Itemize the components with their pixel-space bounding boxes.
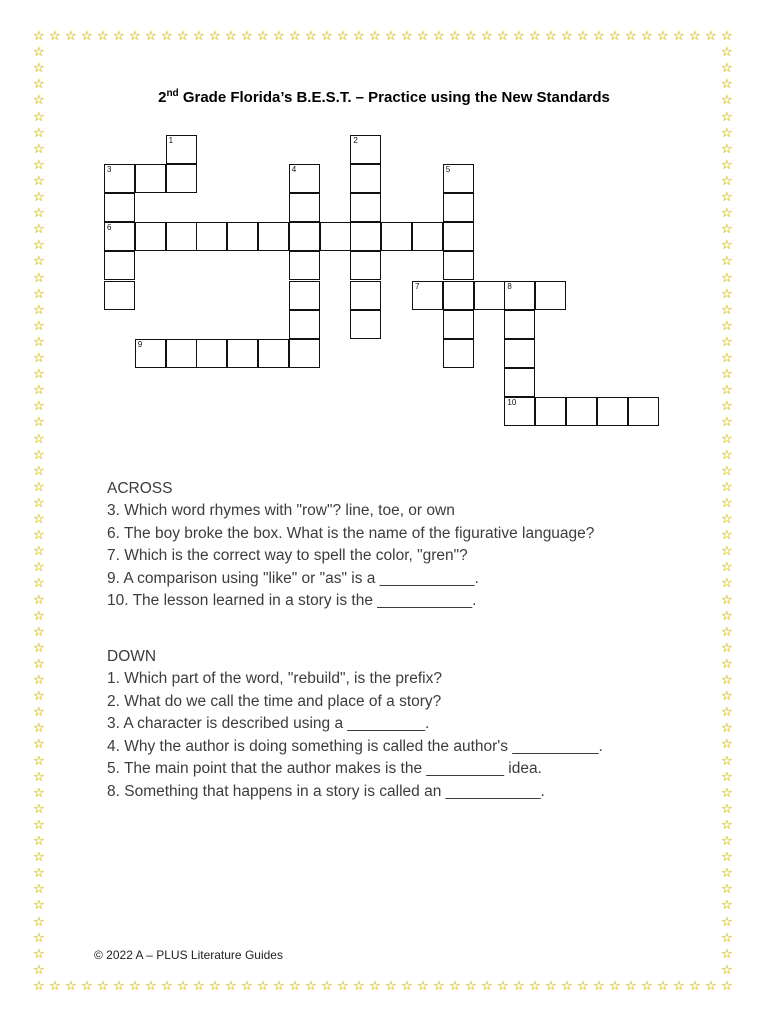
clue-number: 2 (353, 136, 358, 145)
border-star-icon: ☆ (273, 29, 285, 44)
border-star-icon: ☆ (481, 979, 493, 994)
border-star-icon: ☆ (33, 399, 45, 415)
crossword-cell[interactable] (289, 164, 320, 193)
border-star-icon: ☆ (33, 866, 45, 882)
down-clue: 1. Which part of the word, "rebuild", is the prefix? (107, 670, 442, 687)
clue-number: 6 (107, 223, 112, 233)
crossword-cell[interactable] (443, 222, 474, 251)
across-clues (107, 480, 667, 615)
border-star-icon: ☆ (721, 689, 733, 705)
border-star-icon: ☆ (721, 206, 733, 222)
border-star-icon: ☆ (721, 77, 733, 93)
border-star-icon: ☆ (241, 979, 253, 994)
border-star-icon: ☆ (353, 979, 365, 994)
border-star-icon: ☆ (721, 222, 733, 238)
border-star-icon: ☆ (721, 608, 733, 624)
border-star-icon: ☆ (33, 898, 45, 914)
border-star-icon: ☆ (721, 447, 733, 463)
border-star-icon: ☆ (49, 979, 61, 994)
across-clue: 6. The boy broke the box. What is the name of the figurative language? (107, 524, 595, 542)
crossword-cell[interactable] (196, 222, 227, 251)
border-star-icon: ☆ (177, 29, 189, 44)
crossword-cell[interactable] (350, 222, 381, 251)
border-star-icon: ☆ (33, 302, 45, 318)
border-star-icon: ☆ (721, 528, 733, 544)
crossword-cell[interactable] (104, 222, 135, 251)
border-star-icon: ☆ (33, 157, 45, 173)
crossword-cell[interactable] (227, 222, 258, 251)
border-star-icon: ☆ (33, 640, 45, 656)
title-ordinal-suffix: nd (166, 88, 179, 99)
across-clue: 7. Which is the correct way to spell the color, "gren"? (107, 547, 468, 564)
crossword-cell[interactable] (289, 310, 320, 339)
crossword-cell[interactable] (628, 397, 659, 426)
border-star-icon: ☆ (721, 817, 733, 833)
border-star-icon: ☆ (305, 29, 317, 44)
border-star-icon: ☆ (705, 979, 717, 994)
clue-number: 9 (137, 339, 143, 349)
border-star-icon: ☆ (97, 29, 109, 44)
border-star-icon: ☆ (33, 125, 45, 141)
border-star-icon: ☆ (225, 29, 237, 44)
border-star-icon: ☆ (129, 29, 141, 44)
border-star-icon: ☆ (641, 29, 653, 44)
border-star-icon: ☆ (721, 463, 733, 479)
border-star-icon: ☆ (449, 29, 461, 44)
across-clue: 3. Which word rhymes with "row"? line, toe, or own (107, 502, 455, 519)
crossword-cell[interactable] (535, 397, 566, 426)
border-star-icon: ☆ (721, 157, 733, 173)
crossword-cell[interactable] (320, 222, 351, 251)
border-star-icon: ☆ (33, 544, 45, 560)
border-star-icon: ☆ (721, 141, 733, 157)
border-star-icon: ☆ (721, 238, 733, 254)
crossword-cell[interactable] (135, 222, 166, 251)
border-star-icon: ☆ (65, 29, 77, 44)
border-star-icon: ☆ (721, 415, 733, 431)
border-star-icon: ☆ (33, 173, 45, 189)
border-star-icon: ☆ (33, 206, 45, 222)
border-star-icon: ☆ (721, 270, 733, 286)
border-star-icon: ☆ (33, 495, 45, 511)
crossword-cell[interactable] (504, 339, 535, 368)
crossword-cell[interactable] (135, 339, 166, 368)
border-star-icon: ☆ (385, 979, 397, 994)
crossword-cell[interactable] (504, 397, 535, 426)
across-clue: 9. A comparison using "like" or "as" is a ___________. (107, 569, 479, 587)
border-star-icon: ☆ (657, 979, 669, 994)
border-star-icon: ☆ (721, 351, 733, 366)
border-star-icon: ☆ (721, 190, 733, 205)
border-star-icon: ☆ (721, 834, 733, 849)
border-star-icon: ☆ (33, 318, 45, 334)
border-star-icon: ☆ (545, 29, 557, 44)
border-star-icon: ☆ (465, 979, 477, 994)
border-star-icon: ☆ (289, 29, 301, 44)
border-star-icon: ☆ (721, 560, 733, 576)
border-star-icon: ☆ (417, 979, 429, 994)
border-star-icon: ☆ (33, 334, 45, 350)
border-star-icon: ☆ (33, 61, 45, 77)
crossword-cell[interactable] (350, 310, 381, 339)
border-star-icon: ☆ (289, 979, 301, 994)
border-star-icon: ☆ (721, 882, 733, 898)
border-star-icon: ☆ (33, 785, 45, 801)
clue-number: 10 (507, 397, 517, 407)
border-star-icon: ☆ (33, 882, 45, 898)
border-star-icon: ☆ (33, 850, 45, 866)
border-star-icon: ☆ (513, 979, 525, 994)
border-star-icon: ☆ (33, 415, 45, 431)
border-star-icon: ☆ (641, 979, 653, 994)
crossword-cell[interactable] (443, 281, 474, 310)
border-star-icon: ☆ (305, 979, 317, 994)
crossword-cell[interactable] (443, 310, 474, 339)
border-star-icon: ☆ (433, 979, 445, 994)
border-star-icon: ☆ (545, 979, 557, 994)
crossword-cell[interactable] (443, 339, 474, 368)
border-star-icon: ☆ (689, 979, 701, 994)
border-star-icon: ☆ (81, 29, 93, 44)
border-star-icon: ☆ (145, 979, 157, 994)
border-star-icon: ☆ (33, 737, 45, 753)
border-star-icon: ☆ (33, 254, 45, 270)
crossword-cell[interactable] (166, 164, 197, 193)
down-heading: DOWN (107, 648, 157, 665)
border-star-icon: ☆ (273, 979, 285, 994)
border-star-icon: ☆ (721, 544, 733, 560)
clue-number: 3 (107, 165, 112, 175)
border-star-icon: ☆ (721, 495, 733, 511)
border-star-icon: ☆ (721, 512, 733, 527)
border-star-icon: ☆ (353, 29, 365, 44)
border-star-icon: ☆ (33, 946, 45, 962)
title-ordinal: 2 (158, 89, 167, 106)
border-star-icon: ☆ (33, 801, 45, 817)
crossword-grid (0, 0, 768, 440)
border-star-icon: ☆ (721, 850, 733, 866)
crossword-cell[interactable] (474, 281, 505, 310)
border-star-icon: ☆ (33, 930, 45, 946)
crossword-cell[interactable] (227, 339, 258, 368)
border-star-icon: ☆ (193, 979, 205, 994)
crossword-cell[interactable] (135, 164, 166, 193)
border-star-icon: ☆ (721, 705, 733, 721)
border-star-icon: ☆ (225, 979, 237, 994)
border-star-icon: ☆ (417, 29, 429, 44)
crossword-cell[interactable] (412, 281, 443, 310)
title-text: Grade Florida’s B.E.S.T. – Practice using the New Standards (182, 89, 610, 106)
border-star-icon: ☆ (497, 29, 509, 44)
down-clue: 3. A character is described using a _________. (107, 715, 430, 732)
border-star-icon: ☆ (513, 29, 525, 44)
border-star-icon: ☆ (433, 29, 445, 44)
border-star-icon: ☆ (577, 29, 589, 44)
border-star-icon: ☆ (721, 769, 733, 785)
border-star-icon: ☆ (65, 979, 77, 994)
crossword-cell[interactable] (258, 339, 289, 368)
border-star-icon: ☆ (33, 109, 45, 125)
crossword-cell[interactable] (289, 193, 320, 222)
border-star-icon: ☆ (529, 29, 541, 44)
border-star-icon: ☆ (337, 979, 349, 994)
border-star-icon: ☆ (177, 979, 189, 994)
border-star-icon: ☆ (721, 721, 733, 737)
border-star-icon: ☆ (33, 238, 45, 254)
border-star-icon: ☆ (721, 334, 733, 350)
border-star-icon: ☆ (721, 318, 733, 334)
border-star-icon: ☆ (721, 431, 733, 447)
border-star-icon: ☆ (673, 29, 685, 44)
border-star-icon: ☆ (721, 914, 733, 930)
border-star-icon: ☆ (465, 29, 477, 44)
border-star-icon: ☆ (577, 979, 589, 994)
down-clue: 2. What do we call the time and place of a story? (107, 692, 442, 710)
border-star-icon: ☆ (593, 29, 605, 44)
border-star-icon: ☆ (721, 866, 733, 882)
border-star-icon: ☆ (33, 962, 45, 978)
border-star-icon: ☆ (33, 624, 45, 640)
crossword-cell[interactable] (166, 135, 197, 164)
down-clue: 8. Something that happens in a story is called an ___________. (107, 782, 545, 800)
crossword-cell[interactable] (350, 281, 381, 310)
crossword-cell[interactable] (350, 164, 381, 193)
border-star-icon: ☆ (33, 479, 45, 495)
crossword-cell[interactable] (196, 339, 227, 368)
crossword-cell[interactable] (504, 310, 535, 339)
border-star-icon: ☆ (721, 640, 733, 656)
border-star-icon: ☆ (401, 29, 413, 44)
down-clue: 5. The main point that the author makes is the _________ idea. (107, 760, 542, 777)
border-star-icon: ☆ (33, 222, 45, 238)
border-star-icon: ☆ (49, 29, 61, 44)
border-star-icon: ☆ (33, 190, 45, 205)
border-star-icon: ☆ (385, 29, 397, 44)
border-star-icon: ☆ (161, 979, 173, 994)
crossword-cell[interactable] (504, 281, 535, 310)
crossword-cell[interactable] (350, 251, 381, 280)
border-star-icon: ☆ (721, 109, 733, 125)
border-star-icon: ☆ (721, 673, 733, 688)
border-star-icon: ☆ (497, 979, 509, 994)
border-star-icon: ☆ (369, 29, 381, 44)
down-clues (107, 648, 667, 805)
crossword-cell[interactable] (535, 281, 566, 310)
border-star-icon: ☆ (33, 77, 45, 93)
border-star-icon: ☆ (33, 431, 45, 447)
border-star-icon: ☆ (721, 125, 733, 141)
border-star-icon: ☆ (241, 29, 253, 44)
border-star-icon: ☆ (81, 979, 93, 994)
border-star-icon: ☆ (33, 769, 45, 785)
border-star-icon: ☆ (481, 29, 493, 44)
crossword-cell[interactable] (104, 251, 135, 280)
border-star-icon: ☆ (33, 351, 45, 366)
border-star-icon: ☆ (609, 979, 621, 994)
border-star-icon: ☆ (33, 528, 45, 544)
border-star-icon: ☆ (721, 946, 733, 962)
border-star-icon: ☆ (33, 721, 45, 737)
crossword-cell[interactable] (289, 251, 320, 280)
border-star-icon: ☆ (33, 286, 45, 302)
border-star-icon: ☆ (113, 979, 125, 994)
border-star-icon: ☆ (625, 979, 637, 994)
crossword-cell[interactable] (104, 281, 135, 310)
border-star-icon: ☆ (33, 560, 45, 576)
border-star-icon: ☆ (33, 93, 45, 109)
clue-number: 7 (415, 281, 420, 291)
border-star-icon: ☆ (257, 29, 269, 44)
border-star-icon: ☆ (321, 979, 333, 994)
border-star-icon: ☆ (721, 61, 733, 77)
border-star-icon: ☆ (721, 979, 733, 994)
border-star-icon: ☆ (721, 45, 733, 61)
border-star-icon: ☆ (113, 29, 125, 44)
border-star-icon: ☆ (593, 979, 605, 994)
border-star-icon: ☆ (705, 29, 717, 44)
border-star-icon: ☆ (33, 29, 45, 44)
border-star-icon: ☆ (33, 512, 45, 527)
border-star-icon: ☆ (721, 399, 733, 415)
border-star-icon: ☆ (33, 447, 45, 463)
border-star-icon: ☆ (721, 173, 733, 189)
border-star-icon: ☆ (721, 930, 733, 946)
across-clue: 10. The lesson learned in a story is the ___________. (107, 592, 477, 609)
copyright-footer: © 2022 A – PLUS Literature Guides (94, 948, 283, 962)
crossword-cell[interactable] (104, 164, 135, 193)
crossword-cell[interactable] (504, 368, 535, 397)
border-star-icon: ☆ (721, 29, 733, 44)
crossword-cell[interactable] (597, 397, 628, 426)
border-star-icon: ☆ (33, 979, 45, 994)
border-star-icon: ☆ (561, 29, 573, 44)
border-star-icon: ☆ (33, 367, 45, 383)
crossword-cell[interactable] (412, 222, 443, 251)
crossword-cell[interactable] (289, 339, 320, 368)
clue-number: 1 (168, 136, 174, 145)
border-star-icon: ☆ (721, 592, 733, 608)
crossword-cell[interactable] (258, 222, 289, 251)
border-star-icon: ☆ (33, 576, 45, 592)
border-star-icon: ☆ (401, 979, 413, 994)
border-star-icon: ☆ (33, 914, 45, 930)
border-star-icon: ☆ (97, 979, 109, 994)
down-clue: 4. Why the author is doing something is called the author's __________. (107, 737, 603, 755)
border-star-icon: ☆ (689, 29, 701, 44)
clue-number: 8 (507, 281, 512, 291)
border-star-icon: ☆ (33, 608, 45, 624)
crossword-cell[interactable] (104, 193, 135, 222)
border-star-icon: ☆ (33, 383, 45, 399)
border-star-icon: ☆ (721, 801, 733, 817)
crossword-cell[interactable] (166, 339, 197, 368)
border-star-icon: ☆ (721, 254, 733, 270)
border-star-icon: ☆ (721, 737, 733, 753)
clue-number: 4 (291, 165, 297, 175)
border-star-icon: ☆ (369, 979, 381, 994)
border-star-icon: ☆ (721, 383, 733, 399)
border-star-icon: ☆ (257, 979, 269, 994)
border-star-icon: ☆ (33, 45, 45, 61)
border-star-icon: ☆ (721, 962, 733, 978)
border-star-icon: ☆ (33, 673, 45, 688)
border-star-icon: ☆ (161, 29, 173, 44)
clue-number: 5 (445, 165, 451, 175)
border-star-icon: ☆ (721, 93, 733, 109)
crossword-cell[interactable] (166, 222, 197, 251)
border-star-icon: ☆ (33, 141, 45, 157)
border-star-icon: ☆ (721, 785, 733, 801)
border-star-icon: ☆ (673, 979, 685, 994)
crossword-cell[interactable] (443, 164, 474, 193)
border-star-icon: ☆ (33, 753, 45, 769)
border-star-icon: ☆ (193, 29, 205, 44)
border-star-icon: ☆ (33, 834, 45, 849)
border-star-icon: ☆ (721, 367, 733, 383)
border-star-icon: ☆ (657, 29, 669, 44)
crossword-cell[interactable] (289, 281, 320, 310)
border-star-icon: ☆ (209, 979, 221, 994)
border-star-icon: ☆ (337, 29, 349, 44)
border-star-icon: ☆ (625, 29, 637, 44)
border-star-icon: ☆ (33, 270, 45, 286)
border-star-icon: ☆ (209, 29, 221, 44)
border-star-icon: ☆ (33, 705, 45, 721)
crossword-cell[interactable] (443, 251, 474, 280)
border-star-icon: ☆ (33, 463, 45, 479)
border-star-icon: ☆ (33, 817, 45, 833)
border-star-icon: ☆ (721, 286, 733, 302)
border-star-icon: ☆ (529, 979, 541, 994)
border-star-icon: ☆ (609, 29, 621, 44)
border-star-icon: ☆ (145, 29, 157, 44)
border-star-icon: ☆ (561, 979, 573, 994)
border-star-icon: ☆ (449, 979, 461, 994)
across-heading: ACROSS (107, 480, 173, 497)
border-star-icon: ☆ (33, 689, 45, 705)
crossword-cell[interactable] (350, 135, 381, 164)
crossword-cell[interactable] (289, 222, 320, 251)
border-star-icon: ☆ (721, 656, 733, 672)
border-star-icon: ☆ (721, 753, 733, 769)
border-star-icon: ☆ (721, 302, 733, 318)
border-star-icon: ☆ (721, 576, 733, 592)
crossword-cell[interactable] (350, 193, 381, 222)
crossword-cell[interactable] (566, 397, 597, 426)
border-star-icon: ☆ (321, 29, 333, 44)
border-star-icon: ☆ (33, 656, 45, 672)
crossword-cell[interactable] (443, 193, 474, 222)
border-star-icon: ☆ (33, 592, 45, 608)
border-star-icon: ☆ (129, 979, 141, 994)
border-star-icon: ☆ (721, 479, 733, 495)
border-star-icon: ☆ (721, 898, 733, 914)
crossword-cell[interactable] (381, 222, 412, 251)
border-star-icon: ☆ (721, 624, 733, 640)
